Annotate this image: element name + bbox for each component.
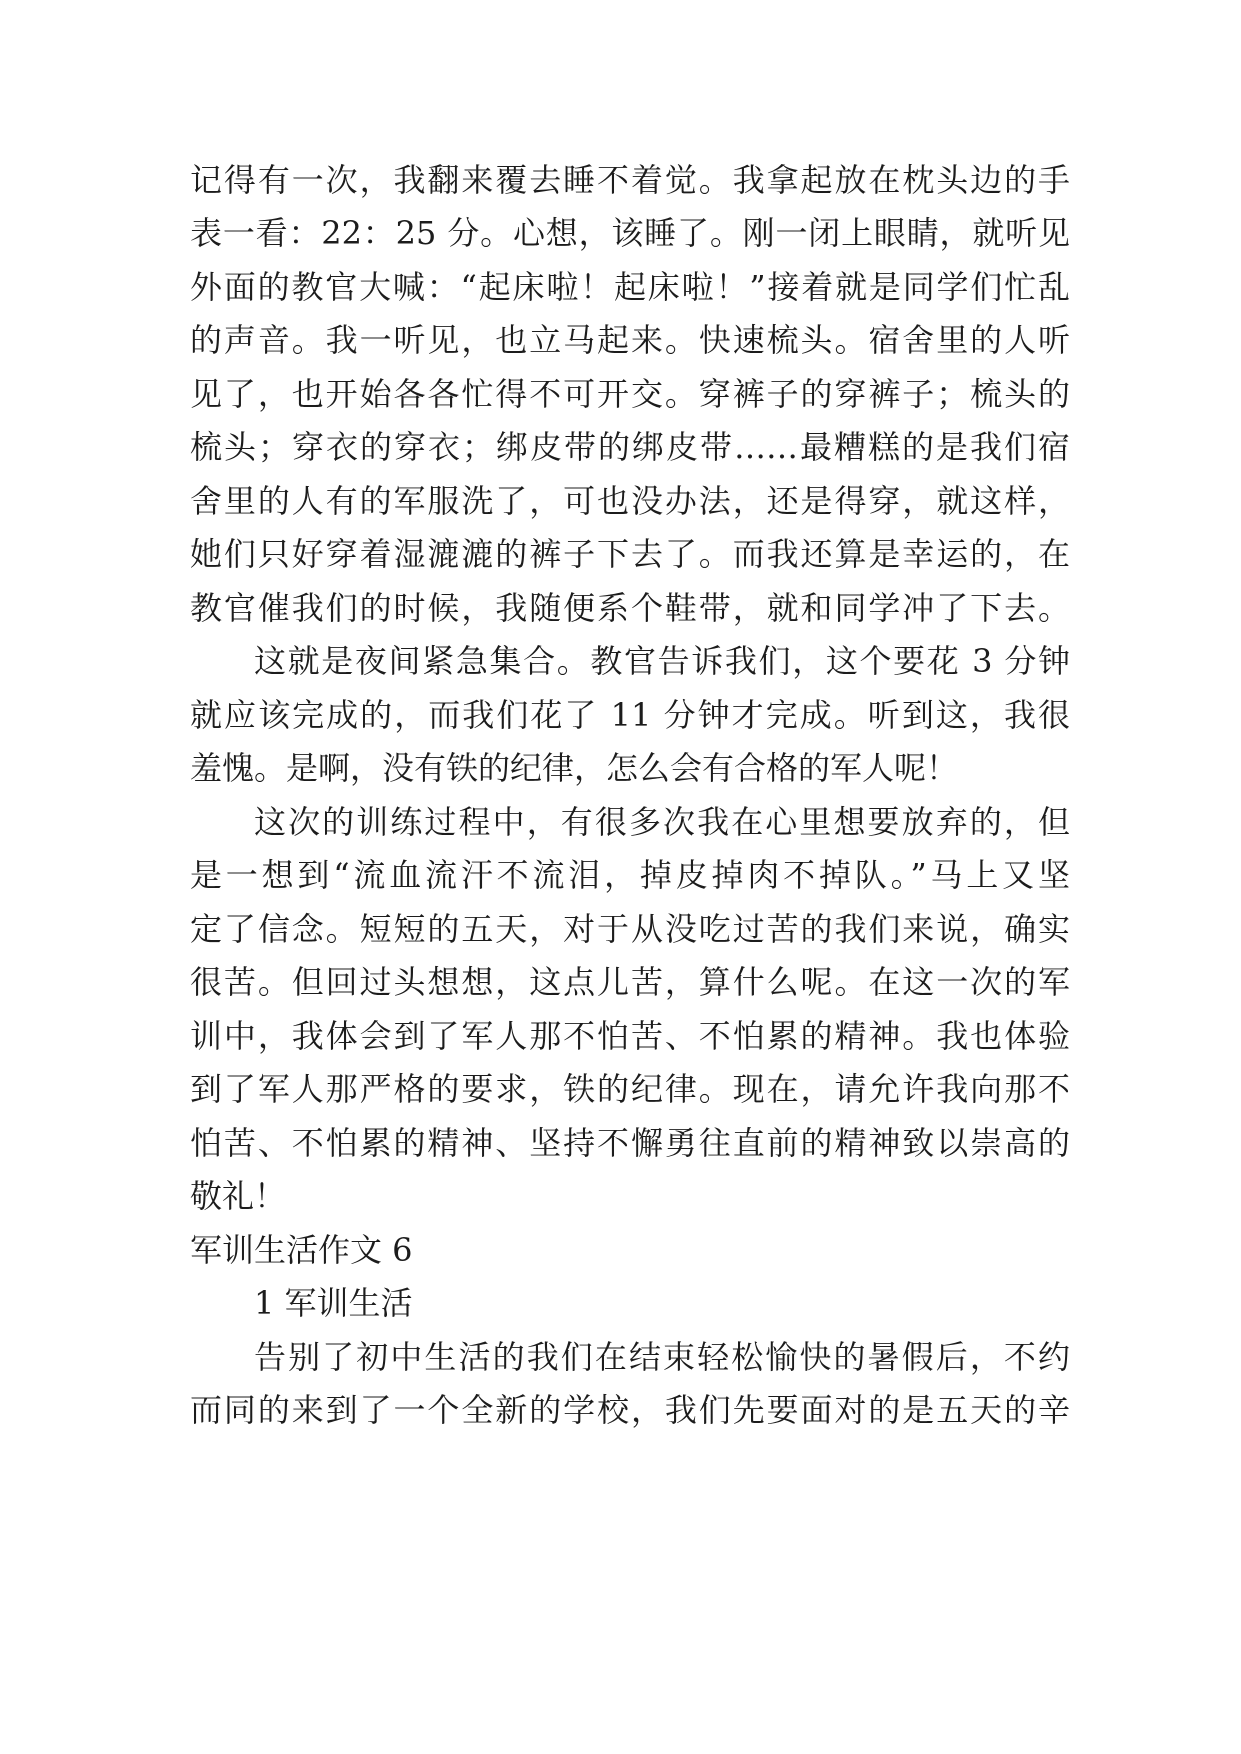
- paragraph-3-line-4: 很苦。但回过头想想，这点儿苦，算什么呢。在这一次的军: [190, 963, 1070, 1001]
- paragraph-2-line-2: 就应该完成的，而我们花了 11 分钟才完成。听到这，我很: [190, 696, 1070, 734]
- subsection-heading: 1 军训生活: [254, 1284, 413, 1322]
- paragraph-1-line-3: 外面的教官大喊：“起床啦！起床啦！”接着就是同学们忙乱: [190, 268, 1070, 306]
- paragraph-1-line-4: 的声音。我一听见，也立马起来。快速梳头。宿舍里的人听: [190, 321, 1070, 359]
- paragraph-1-line-7: 舍里的人有的军服洗了，可也没办法，还是得穿，就这样，: [190, 482, 1070, 520]
- paragraph-3-line-3: 定了信念。短短的五天，对于从没吃过苦的我们来说，确实: [190, 910, 1070, 948]
- paragraph-1-line-6: 梳头；穿衣的穿衣；绑皮带的绑皮带……最糟糕的是我们宿: [190, 428, 1070, 466]
- section-heading: 军训生活作文 6: [190, 1231, 413, 1269]
- paragraph-2-line-1: 这就是夜间紧急集合。教官告诉我们，这个要花 3 分钟: [254, 642, 1070, 680]
- paragraph-4-line-1: 告别了初中生活的我们在结束轻松愉快的暑假后，不约: [254, 1338, 1070, 1376]
- paragraph-3-line-6: 到了军人那严格的要求，铁的纪律。现在，请允许我向那不: [190, 1070, 1070, 1108]
- paragraph-2-line-3: 羞愧。是啊，没有铁的纪律，怎么会有合格的军人呢！: [190, 749, 959, 787]
- paragraph-3-line-1: 这次的训练过程中，有很多次我在心里想要放弃的，但: [254, 803, 1070, 841]
- paragraph-1-line-9: 教官催我们的时候，我随便系个鞋带，就和同学冲了下去。: [190, 589, 1070, 627]
- paragraph-3-line-7: 怕苦、不怕累的精神、坚持不懈勇往直前的精神致以崇高的: [190, 1124, 1070, 1162]
- paragraph-1-line-5: 见了，也开始各各忙得不可开交。穿裤子的穿裤子；梳头的: [190, 375, 1070, 413]
- paragraph-1-line-2: 表一看：22：25 分。心想，该睡了。刚一闭上眼睛，就听见: [190, 214, 1070, 252]
- paragraph-3-line-2: 是一想到“流血流汗不流泪，掉皮掉肉不掉队。”马上又坚: [190, 856, 1070, 894]
- paragraph-1-line-8: 她们只好穿着湿漉漉的裤子下去了。而我还算是幸运的，在: [190, 535, 1070, 573]
- paragraph-4-line-2: 而同的来到了一个全新的学校，我们先要面对的是五天的辛: [190, 1391, 1070, 1429]
- paragraph-1-line-1: 记得有一次，我翻来覆去睡不着觉。我拿起放在枕头边的手: [190, 161, 1070, 199]
- paragraph-3-line-5: 训中，我体会到了军人那不怕苦、不怕累的精神。我也体验: [190, 1017, 1070, 1055]
- paragraph-3-line-8: 敬礼！: [190, 1177, 287, 1215]
